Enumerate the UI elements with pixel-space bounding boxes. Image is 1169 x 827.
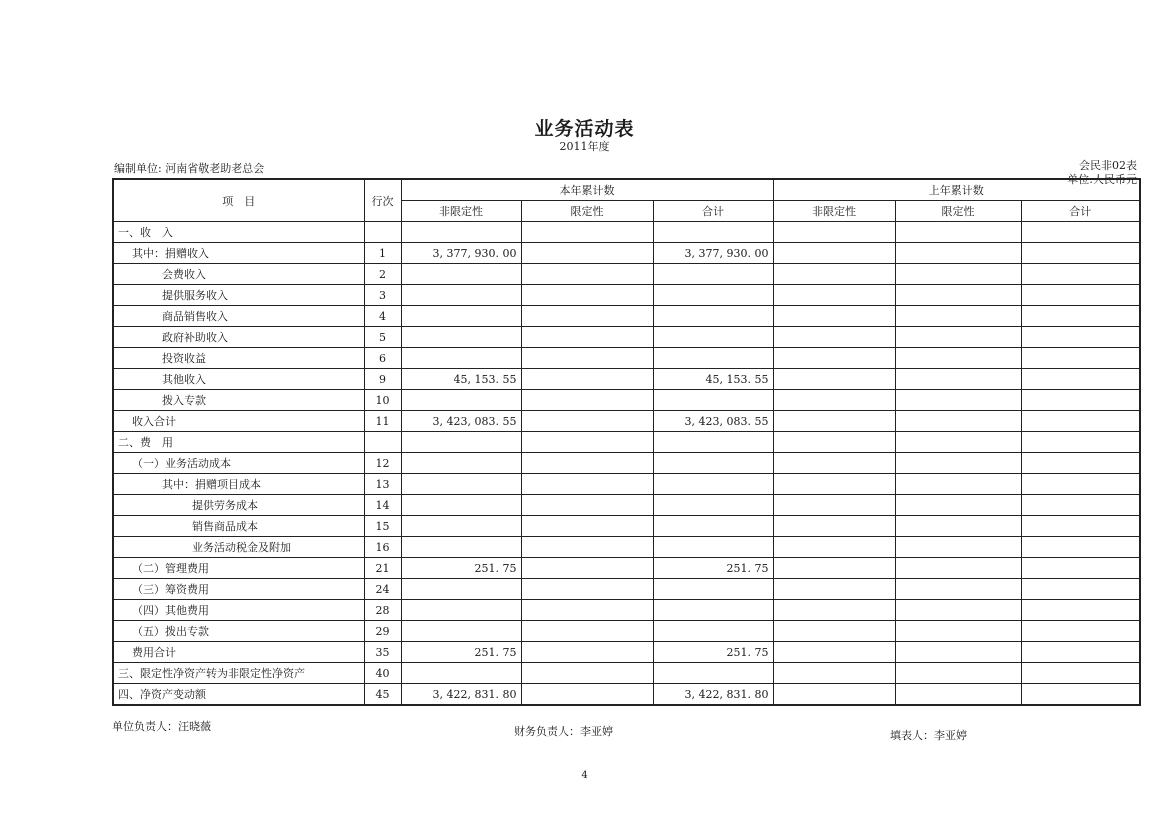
currency-unit: 单位:人民币元 bbox=[1067, 173, 1137, 186]
cell-current-unrestricted bbox=[401, 663, 521, 684]
table-row bbox=[113, 369, 1140, 390]
header-prior-restricted: 限定性 bbox=[895, 201, 1021, 222]
cell-prior-total bbox=[1021, 579, 1140, 600]
business-activity-table bbox=[112, 178, 1141, 706]
table-row bbox=[113, 348, 1140, 369]
cell-row-item: 其他收入 bbox=[113, 369, 364, 390]
cell-current-restricted bbox=[521, 537, 653, 558]
cell-prior-total bbox=[1021, 537, 1140, 558]
cell-current-total bbox=[653, 537, 773, 558]
table-row bbox=[113, 642, 1140, 663]
cell-current-restricted bbox=[521, 684, 653, 706]
cell-prior-restricted bbox=[895, 243, 1021, 264]
cell-current-total: 45, 153. 55 bbox=[653, 369, 773, 390]
cell-current-total bbox=[653, 453, 773, 474]
cell-current-unrestricted bbox=[401, 495, 521, 516]
cell-current-unrestricted bbox=[401, 306, 521, 327]
cell-prior-restricted bbox=[895, 621, 1021, 642]
cell-row-item: 二、费 用 bbox=[113, 432, 364, 453]
table-row bbox=[113, 600, 1140, 621]
cell-prior-unrestricted bbox=[773, 243, 895, 264]
cell-row-item: 其中：捐赠收入 bbox=[113, 243, 364, 264]
cell-current-unrestricted bbox=[401, 348, 521, 369]
cell-prior-total bbox=[1021, 621, 1140, 642]
header-current-unrestricted: 非限定性 bbox=[401, 201, 521, 222]
cell-prior-unrestricted bbox=[773, 222, 895, 243]
cell-row-number: 13 bbox=[364, 474, 401, 495]
cell-current-restricted bbox=[521, 516, 653, 537]
cell-row-number: 1 bbox=[364, 243, 401, 264]
header-current-restricted: 限定性 bbox=[521, 201, 653, 222]
cell-prior-unrestricted bbox=[773, 558, 895, 579]
cell-prior-restricted bbox=[895, 537, 1021, 558]
cell-current-restricted bbox=[521, 285, 653, 306]
cell-prior-restricted bbox=[895, 684, 1021, 706]
cell-prior-total bbox=[1021, 369, 1140, 390]
cell-prior-unrestricted bbox=[773, 264, 895, 285]
cell-row-number: 12 bbox=[364, 453, 401, 474]
cell-row-number: 24 bbox=[364, 579, 401, 600]
cell-row-number: 29 bbox=[364, 621, 401, 642]
form-number: 会民非02表 bbox=[1079, 159, 1137, 172]
cell-current-total bbox=[653, 474, 773, 495]
cell-row-item: 拨入专款 bbox=[113, 390, 364, 411]
cell-row-number: 2 bbox=[364, 264, 401, 285]
cell-prior-unrestricted bbox=[773, 390, 895, 411]
cell-current-unrestricted: 45, 153. 55 bbox=[401, 369, 521, 390]
table-row bbox=[113, 537, 1140, 558]
cell-prior-total bbox=[1021, 432, 1140, 453]
cell-prior-total bbox=[1021, 516, 1140, 537]
header-prior-year: 上年累计数 bbox=[773, 179, 1140, 201]
cell-row-number: 9 bbox=[364, 369, 401, 390]
table-row bbox=[113, 558, 1140, 579]
cell-current-total bbox=[653, 516, 773, 537]
cell-prior-total bbox=[1021, 264, 1140, 285]
cell-prior-total bbox=[1021, 327, 1140, 348]
cell-prior-unrestricted bbox=[773, 432, 895, 453]
cell-row-item: 四、净资产变动额 bbox=[113, 684, 364, 706]
cell-row-number bbox=[364, 432, 401, 453]
cell-current-total bbox=[653, 663, 773, 684]
header-row-no: 行次 bbox=[364, 179, 401, 222]
cell-current-unrestricted: 3, 422, 831. 80 bbox=[401, 684, 521, 706]
cell-prior-restricted bbox=[895, 516, 1021, 537]
cell-current-unrestricted: 251. 75 bbox=[401, 558, 521, 579]
cell-prior-restricted bbox=[895, 558, 1021, 579]
cell-current-total bbox=[653, 327, 773, 348]
cell-row-item: （二）管理费用 bbox=[113, 558, 364, 579]
cell-prior-total bbox=[1021, 411, 1140, 432]
cell-row-item: 销售商品成本 bbox=[113, 516, 364, 537]
table-row bbox=[113, 285, 1140, 306]
cell-row-number: 4 bbox=[364, 306, 401, 327]
cell-current-total bbox=[653, 579, 773, 600]
cell-current-unrestricted: 251. 75 bbox=[401, 642, 521, 663]
preparing-unit: 编制单位: 河南省敬老助老总会 bbox=[114, 162, 265, 175]
cell-row-number: 5 bbox=[364, 327, 401, 348]
cell-row-item: 收入合计 bbox=[113, 411, 364, 432]
cell-prior-total bbox=[1021, 390, 1140, 411]
page-number: 4 bbox=[581, 770, 588, 781]
cell-current-restricted bbox=[521, 558, 653, 579]
cell-row-number: 14 bbox=[364, 495, 401, 516]
cell-prior-unrestricted bbox=[773, 600, 895, 621]
cell-row-number: 16 bbox=[364, 537, 401, 558]
header-current-year: 本年累计数 bbox=[401, 179, 773, 201]
cell-prior-unrestricted bbox=[773, 495, 895, 516]
cell-prior-total bbox=[1021, 663, 1140, 684]
cell-current-total: 251. 75 bbox=[653, 642, 773, 663]
cell-prior-total bbox=[1021, 642, 1140, 663]
cell-current-restricted bbox=[521, 621, 653, 642]
cell-current-unrestricted bbox=[401, 474, 521, 495]
table-row bbox=[113, 684, 1140, 706]
cell-current-total: 251. 75 bbox=[653, 558, 773, 579]
cell-prior-restricted bbox=[895, 222, 1021, 243]
table-row bbox=[113, 453, 1140, 474]
table-row bbox=[113, 474, 1140, 495]
cell-row-number: 28 bbox=[364, 600, 401, 621]
cell-current-total bbox=[653, 432, 773, 453]
cell-row-number: 40 bbox=[364, 663, 401, 684]
cell-prior-unrestricted bbox=[773, 306, 895, 327]
cell-current-restricted bbox=[521, 663, 653, 684]
table-row bbox=[113, 411, 1140, 432]
cell-prior-unrestricted bbox=[773, 411, 895, 432]
cell-current-total bbox=[653, 495, 773, 516]
cell-row-item: 一、收 入 bbox=[113, 222, 364, 243]
cell-current-restricted bbox=[521, 369, 653, 390]
cell-current-total bbox=[653, 600, 773, 621]
cell-prior-unrestricted bbox=[773, 285, 895, 306]
table-row bbox=[113, 663, 1140, 684]
cell-row-item: （一）业务活动成本 bbox=[113, 453, 364, 474]
table-row bbox=[113, 327, 1140, 348]
cell-current-unrestricted bbox=[401, 537, 521, 558]
cell-current-restricted bbox=[521, 327, 653, 348]
cell-prior-restricted bbox=[895, 663, 1021, 684]
cell-prior-unrestricted bbox=[773, 474, 895, 495]
cell-prior-restricted bbox=[895, 600, 1021, 621]
cell-prior-unrestricted bbox=[773, 327, 895, 348]
unit-head: 单位负责人：汪晓薇 bbox=[112, 720, 211, 733]
cell-row-item: 业务活动税金及附加 bbox=[113, 537, 364, 558]
cell-current-restricted bbox=[521, 306, 653, 327]
cell-prior-unrestricted bbox=[773, 579, 895, 600]
table-row bbox=[113, 222, 1140, 243]
cell-current-total: 3, 422, 831. 80 bbox=[653, 684, 773, 706]
cell-prior-unrestricted bbox=[773, 537, 895, 558]
cell-current-total bbox=[653, 621, 773, 642]
cell-row-item: 提供服务收入 bbox=[113, 285, 364, 306]
cell-prior-total bbox=[1021, 222, 1140, 243]
cell-prior-restricted bbox=[895, 642, 1021, 663]
cell-prior-restricted bbox=[895, 348, 1021, 369]
cell-prior-restricted bbox=[895, 474, 1021, 495]
cell-current-total: 3, 377, 930. 00 bbox=[653, 243, 773, 264]
cell-prior-restricted bbox=[895, 327, 1021, 348]
cell-row-number: 10 bbox=[364, 390, 401, 411]
table-row bbox=[113, 516, 1140, 537]
table-body bbox=[113, 222, 1140, 706]
cell-current-total: 3, 423, 083. 55 bbox=[653, 411, 773, 432]
cell-prior-unrestricted bbox=[773, 453, 895, 474]
cell-prior-unrestricted bbox=[773, 642, 895, 663]
cell-prior-unrestricted bbox=[773, 348, 895, 369]
table-row bbox=[113, 495, 1140, 516]
cell-row-number: 11 bbox=[364, 411, 401, 432]
cell-row-item: （四）其他费用 bbox=[113, 600, 364, 621]
cell-current-restricted bbox=[521, 600, 653, 621]
cell-current-unrestricted bbox=[401, 264, 521, 285]
cell-row-item: 三、限定性净资产转为非限定性净资产 bbox=[113, 663, 364, 684]
cell-prior-unrestricted bbox=[773, 369, 895, 390]
cell-prior-restricted bbox=[895, 390, 1021, 411]
cell-prior-total bbox=[1021, 558, 1140, 579]
cell-prior-unrestricted bbox=[773, 684, 895, 706]
cell-row-number: 6 bbox=[364, 348, 401, 369]
cell-prior-total bbox=[1021, 474, 1140, 495]
cell-current-total bbox=[653, 285, 773, 306]
cell-current-unrestricted bbox=[401, 222, 521, 243]
cell-prior-total bbox=[1021, 285, 1140, 306]
cell-prior-restricted bbox=[895, 432, 1021, 453]
cell-prior-total bbox=[1021, 600, 1140, 621]
cell-current-unrestricted: 3, 423, 083. 55 bbox=[401, 411, 521, 432]
cell-current-restricted bbox=[521, 348, 653, 369]
table-row bbox=[113, 390, 1140, 411]
cell-row-item: 其中：捐赠项目成本 bbox=[113, 474, 364, 495]
header-prior-total: 合计 bbox=[1021, 201, 1140, 222]
cell-prior-total bbox=[1021, 243, 1140, 264]
cell-current-total bbox=[653, 390, 773, 411]
cell-row-number: 35 bbox=[364, 642, 401, 663]
cell-row-item: 会费收入 bbox=[113, 264, 364, 285]
cell-prior-unrestricted bbox=[773, 663, 895, 684]
cell-row-item: （五）拨出专款 bbox=[113, 621, 364, 642]
cell-row-number: 3 bbox=[364, 285, 401, 306]
cell-row-item: 提供劳务成本 bbox=[113, 495, 364, 516]
table-row bbox=[113, 264, 1140, 285]
header-current-total: 合计 bbox=[653, 201, 773, 222]
cell-prior-restricted bbox=[895, 411, 1021, 432]
cell-current-unrestricted bbox=[401, 621, 521, 642]
table-row bbox=[113, 243, 1140, 264]
cell-prior-restricted bbox=[895, 264, 1021, 285]
cell-row-item: 商品销售收入 bbox=[113, 306, 364, 327]
cell-current-unrestricted bbox=[401, 432, 521, 453]
cell-current-restricted bbox=[521, 411, 653, 432]
header-prior-unrestricted: 非限定性 bbox=[773, 201, 895, 222]
cell-current-total bbox=[653, 306, 773, 327]
table-row bbox=[113, 579, 1140, 600]
cell-current-total bbox=[653, 348, 773, 369]
cell-row-item: 政府补助收入 bbox=[113, 327, 364, 348]
cell-current-unrestricted bbox=[401, 516, 521, 537]
header-item: 项 目 bbox=[113, 179, 364, 222]
cell-prior-restricted bbox=[895, 369, 1021, 390]
cell-current-restricted bbox=[521, 432, 653, 453]
table-row bbox=[113, 432, 1140, 453]
cell-current-unrestricted bbox=[401, 285, 521, 306]
cell-prior-restricted bbox=[895, 285, 1021, 306]
cell-current-restricted bbox=[521, 390, 653, 411]
cell-current-restricted bbox=[521, 495, 653, 516]
cell-current-unrestricted: 3, 377, 930. 00 bbox=[401, 243, 521, 264]
cell-row-item: 费用合计 bbox=[113, 642, 364, 663]
cell-prior-restricted bbox=[895, 453, 1021, 474]
cell-row-number: 45 bbox=[364, 684, 401, 706]
table-row bbox=[113, 621, 1140, 642]
cell-prior-total bbox=[1021, 453, 1140, 474]
cell-row-item: 投资收益 bbox=[113, 348, 364, 369]
cell-prior-restricted bbox=[895, 579, 1021, 600]
cell-prior-total bbox=[1021, 348, 1140, 369]
cell-prior-restricted bbox=[895, 306, 1021, 327]
cell-row-number: 15 bbox=[364, 516, 401, 537]
table-row bbox=[113, 306, 1140, 327]
finance-head: 财务负责人：李亚婷 bbox=[514, 725, 613, 738]
cell-row-number bbox=[364, 222, 401, 243]
cell-current-restricted bbox=[521, 642, 653, 663]
report-year: 2011年度 bbox=[559, 140, 610, 153]
cell-row-number: 21 bbox=[364, 558, 401, 579]
cell-current-restricted bbox=[521, 453, 653, 474]
cell-current-unrestricted bbox=[401, 390, 521, 411]
cell-current-total bbox=[653, 222, 773, 243]
cell-row-item: （三）筹资费用 bbox=[113, 579, 364, 600]
cell-current-restricted bbox=[521, 579, 653, 600]
cell-current-restricted bbox=[521, 222, 653, 243]
cell-current-restricted bbox=[521, 243, 653, 264]
cell-current-unrestricted bbox=[401, 579, 521, 600]
cell-prior-restricted bbox=[895, 495, 1021, 516]
cell-current-unrestricted bbox=[401, 600, 521, 621]
cell-prior-total bbox=[1021, 306, 1140, 327]
cell-current-restricted bbox=[521, 264, 653, 285]
cell-prior-total bbox=[1021, 495, 1140, 516]
cell-current-restricted bbox=[521, 474, 653, 495]
cell-current-unrestricted bbox=[401, 453, 521, 474]
preparer: 填表人：李亚婷 bbox=[890, 729, 967, 742]
report-title: 业务活动表 bbox=[534, 118, 635, 140]
cell-current-total bbox=[653, 264, 773, 285]
cell-current-unrestricted bbox=[401, 327, 521, 348]
cell-prior-total bbox=[1021, 684, 1140, 706]
cell-prior-unrestricted bbox=[773, 621, 895, 642]
cell-prior-unrestricted bbox=[773, 516, 895, 537]
